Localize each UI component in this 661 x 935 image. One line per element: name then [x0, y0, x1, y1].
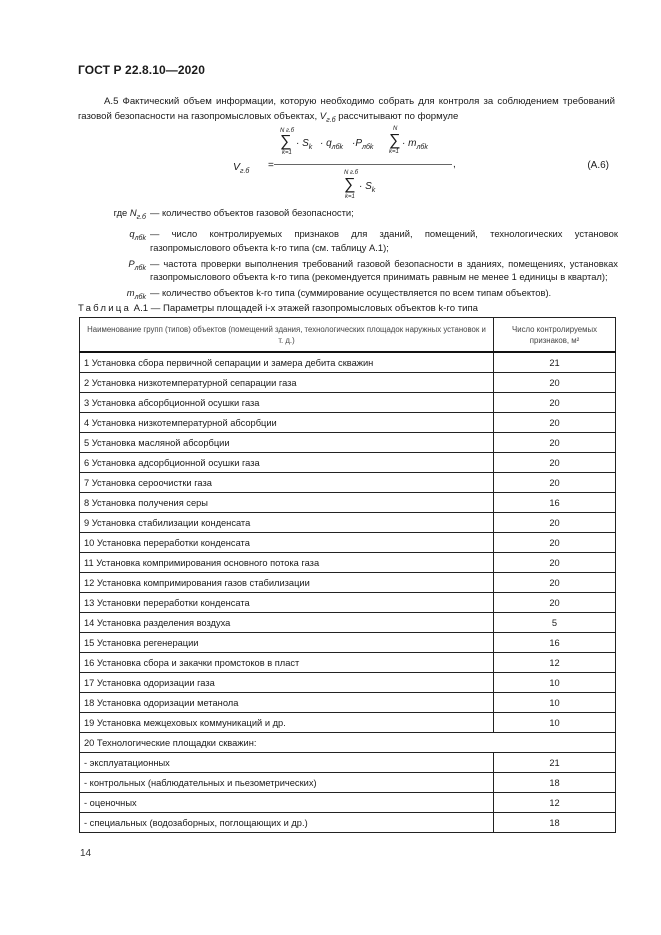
table-row	[80, 553, 616, 573]
formula-lhs: $V_{г.б}$	[233, 161, 250, 175]
formula-definitions	[78, 206, 618, 308]
value-cell: 20	[494, 373, 616, 393]
sum-sign: ∑	[280, 133, 292, 150]
value-cell: 20	[494, 593, 616, 613]
document-header: ГОСТ Р 22.8.10—2020	[78, 63, 205, 77]
table-row	[80, 513, 616, 533]
sum-sign: ∑	[389, 132, 401, 149]
table-row	[80, 633, 616, 653]
table-row	[80, 813, 616, 833]
table-row	[80, 493, 616, 513]
object-name-cell: - контрольных (наблюдательных и пьезометрических)	[80, 773, 494, 793]
definition-p: $P_{лбk}$ — частота проверки выполнения требований газовой безопасности в зданиях, помещениях, установках газопромыслового объекта k-го типа (рекомендуется принимать равным не менее 1 единицы в квартал);	[128, 257, 618, 283]
column-header-value: Число контролируемых признаков, м²	[494, 318, 616, 353]
object-name-cell: 18 Установка одоризации метанола	[80, 693, 494, 713]
object-name-cell: 9 Установка стабилизации конденсата	[80, 513, 494, 533]
value-cell: 20	[494, 433, 616, 453]
object-name-cell: 11 Установка компримирования основного потока газа	[80, 553, 494, 573]
object-name-cell: 19 Установка межцеховых коммуникаций и др.	[80, 713, 494, 733]
table-row	[80, 793, 616, 813]
object-name-cell: 8 Установка получения серы	[80, 493, 494, 513]
section-a5-paragraph: А.5 Фактический объем информации, которую необходимо собрать для контроля за соблюдением требований газовой безопасности на газопромысловых объектах, $V_{г.б}$ рассчитывают по формуле	[78, 96, 615, 124]
formula-a6: $V_{г.б}$ = N г.б ∑ k=1 · $S_k$ · $q_{лбk}$ $\cdot P_{лбk}$ N ∑ k=1 · $m_{лбk}$ , N г.б ∑ k=1 · $S_k$ (А.6)	[233, 126, 609, 200]
definition-m: $m_{лбk}$ — количество объектов k-го типа (суммирование осуществляется по всем типам объектов).	[126, 287, 552, 302]
object-name-cell: 4 Установка низкотемпературной абсорбции	[80, 413, 494, 433]
object-name-cell: 17 Установка одоризации газа	[80, 673, 494, 693]
object-name-cell: 1 Установка сбора первичной сепарации и замера дебита скважин	[80, 352, 494, 373]
table-row	[80, 733, 616, 753]
formula-number: (А.6)	[587, 160, 609, 171]
value-cell: 16	[494, 493, 616, 513]
value-cell: 18	[494, 813, 616, 833]
table-row	[80, 433, 616, 453]
value-cell: 18	[494, 773, 616, 793]
value-cell: 20	[494, 553, 616, 573]
definition-q: $q_{лбk}$ — число контролируемых признаков для зданий, помещений, технологических установок газопромыслового объекта k-го типа (см. таблицу А.1);	[129, 228, 618, 253]
definition-n: где $N_{г.б}$ — количество объектов газовой безопасности;	[113, 207, 354, 221]
table-row	[80, 573, 616, 593]
object-name-cell: 10 Установка переработки конденсата	[80, 533, 494, 553]
value-cell: 10	[494, 693, 616, 713]
object-name-cell: 14 Установка разделения воздуха	[80, 613, 494, 633]
table-row	[80, 693, 616, 713]
value-cell: 20	[494, 413, 616, 433]
value-cell: 5	[494, 613, 616, 633]
value-cell: 20	[494, 393, 616, 413]
table-row	[80, 352, 616, 373]
table-row	[80, 453, 616, 473]
object-name-cell: 3 Установка абсорбционной осушки газа	[80, 393, 494, 413]
value-cell: 12	[494, 653, 616, 673]
value-cell: 21	[494, 352, 616, 373]
table-caption: Таблица А.1 — Параметры площадей i-х этажей газопромысловых объектов k-го типа	[78, 303, 478, 314]
table-row	[80, 653, 616, 673]
sum-sign: ∑	[344, 176, 356, 193]
table-row	[80, 413, 616, 433]
page-number: 14	[80, 848, 92, 859]
table-row	[80, 613, 616, 633]
object-name-cell: 2 Установка низкотемпературной сепарации газа	[80, 373, 494, 393]
value-cell: 16	[494, 633, 616, 653]
object-name-cell: - оценочных	[80, 793, 494, 813]
column-header-name: Наименование групп (типов) объектов (помещений здания, технологических площадок наружных установок и т. д.)	[80, 318, 494, 353]
value-cell: 20	[494, 573, 616, 593]
object-name-cell: 15 Установка регенерации	[80, 633, 494, 653]
value-cell: 20	[494, 473, 616, 493]
table-row	[80, 473, 616, 493]
table-row	[80, 393, 616, 413]
object-name-cell: 5 Установка масляной абсорбции	[80, 433, 494, 453]
table-row	[80, 673, 616, 693]
table-row	[80, 773, 616, 793]
value-cell: 12	[494, 793, 616, 813]
value-cell: 20	[494, 453, 616, 473]
object-name-cell: 6 Установка адсорбционной осушки газа	[80, 453, 494, 473]
value-cell: 10	[494, 713, 616, 733]
object-name-cell: 12 Установка компримирования газов стабилизации	[80, 573, 494, 593]
fraction-bar	[274, 164, 452, 165]
table-row	[80, 713, 616, 733]
value-cell: 20	[494, 533, 616, 553]
object-name-cell: 13 Установки переработки конденсата	[80, 593, 494, 613]
group-name-cell: 20 Технологические площадки скважин:	[80, 733, 616, 753]
value-cell: 20	[494, 513, 616, 533]
value-cell: 21	[494, 753, 616, 773]
table-row	[80, 373, 616, 393]
object-name-cell: - эксплуатационных	[80, 753, 494, 773]
value-cell: 10	[494, 673, 616, 693]
object-name-cell: 7 Установка сероочистки газа	[80, 473, 494, 493]
object-name-cell: - специальных (водозаборных, поглощающих и др.)	[80, 813, 494, 833]
table-row	[80, 593, 616, 613]
table-row	[80, 533, 616, 553]
object-name-cell: 16 Установка сбора и закачки промстоков в пласт	[80, 653, 494, 673]
table-row	[80, 753, 616, 773]
parameters-table	[79, 317, 616, 833]
